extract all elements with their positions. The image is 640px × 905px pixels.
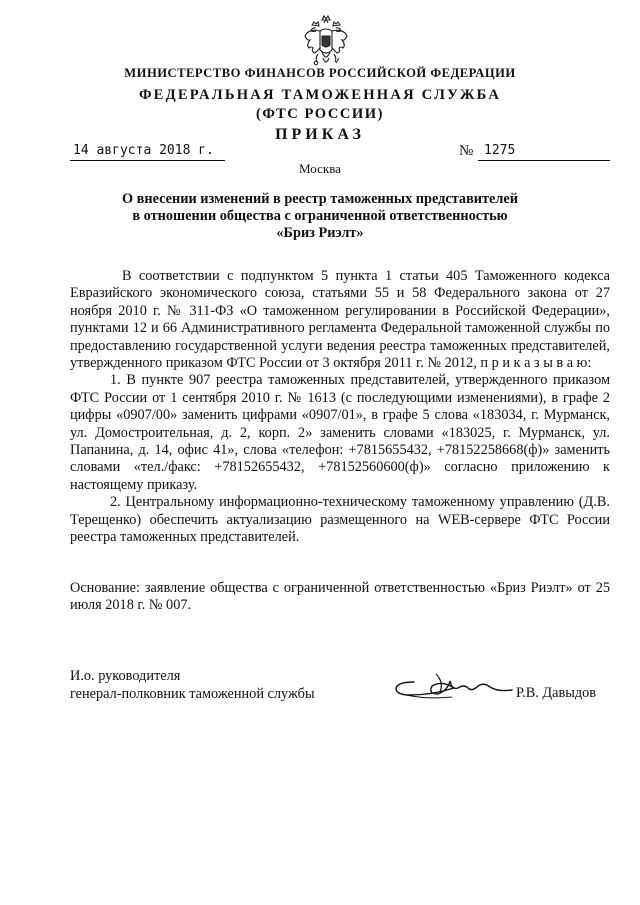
item-2-paragraph: 2. Центральному информационно-техническому таможенному управлению (Д.В. Терещенко) обеспечить актуализацию размещенного на WEB-сервере ФТС России реестра таможенных представителей. — [70, 494, 610, 546]
subject-line: О внесении изменений в реестр таможенных представителей — [121, 191, 518, 207]
position-line: И.о. руководителя — [70, 668, 181, 684]
subject-line: «Бриз Риэлт» — [276, 225, 364, 241]
basis-paragraph: Основание: заявление общества с ограниченной ответственностью «Бриз Риэлт» от 25 июля 2018 г. № 007. — [70, 580, 610, 614]
order-body — [70, 268, 610, 547]
order-number-field — [478, 143, 610, 161]
russian-coat-of-arms-icon — [303, 14, 349, 70]
order-number: 1275 — [484, 143, 516, 158]
service-name: ФЕДЕРАЛЬНАЯ ТАМОЖЕННАЯ СЛУЖБА — [138, 87, 502, 103]
document-type-title: ПРИКАЗ — [275, 126, 365, 143]
order-date-field — [70, 143, 225, 161]
position-line: генерал-полковник таможенной службы — [70, 685, 315, 702]
intro-paragraph: В соответствии с подпунктом 5 пункта 1 статьи 405 Таможенного кодекса Евразийского экономического союза, статьями 55 и 58 Федерального закона от 27 ноября 2010 г. № 311-ФЗ «О таможенном регулировании в Российской Федерации», пунктами 12 и 66 Административного регламента Федеральной таможенной службы по предоставлению государственной услуги ведения реестра таможенных представителей, утвержденного приказом ФТС России от 3 октября 2011 г. № 2012, п р и к а з ы в а ю: — [70, 268, 610, 372]
basis-block — [70, 580, 610, 615]
signatory-position — [70, 668, 315, 703]
subject-line: в отношении общества с ограниченной ответственностью — [132, 208, 508, 224]
order-date: 14 августа 2018 г. — [73, 143, 214, 158]
ministry-name: МИНИСТЕРСТВО ФИНАНСОВ РОССИЙСКОЙ ФЕДЕРАЦИИ — [124, 66, 516, 80]
signatory-name: Р.В. Давыдов — [516, 685, 597, 701]
service-abbreviation: (ФТС РОССИИ) — [256, 106, 384, 122]
number-sign: № — [459, 143, 474, 159]
order-subject — [0, 191, 640, 242]
handwritten-signature — [392, 668, 517, 704]
item-1-paragraph: 1. В пункте 907 реестра таможенных представителей, утвержденного приказом ФТС России от 1 сентября 2010 г. № 1613 (с последующими изменениями), в графе 2 цифры «0907/00» заменить цифрами «0907/01», в графе 5 слова «183034, г. Мурманск, ул. Домостроительная, д. 2, корп. 2» заменить словами «183025, г. Мурманск, ул. Папанина, д. 14, офис 41», слова «телефон: +7815655432, +78152258668(ф)» заменить словами «тел./факс: +78152655432, +78152560600(ф)» согласно приложению к настоящему приказу. — [70, 372, 610, 493]
city-name: Москва — [299, 161, 341, 176]
